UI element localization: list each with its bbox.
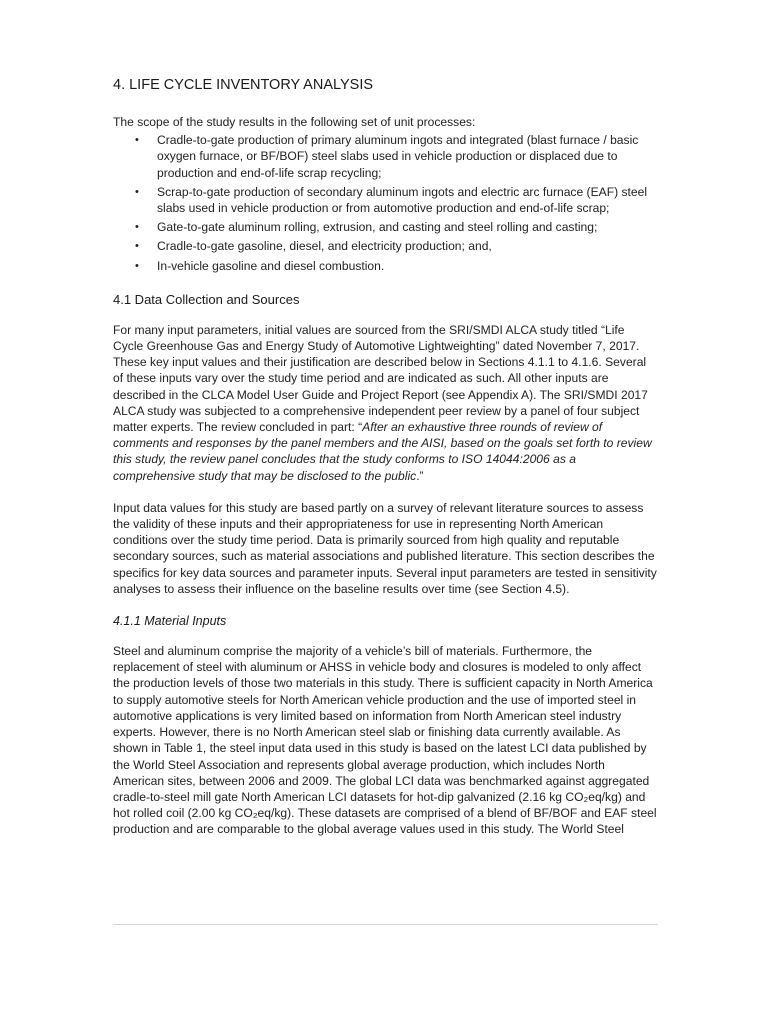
section-intro: The scope of the study results in the following set of unit processes: [113, 115, 476, 129]
bullet-marker: • [135, 221, 139, 234]
unit-process-list [113, 132, 658, 274]
review-quote: After an exhaustive three rounds of review of comments and responses by the panel members and the AISI, based on the goals set forth to review this study, the review panel concludes that the study conforms to ISO 14044:2006 as a comprehensive study that may be disclosed to the public [113, 420, 652, 483]
bullet-marker: • [135, 134, 139, 147]
bullet-marker: • [135, 259, 139, 272]
bullet-marker: • [135, 240, 139, 253]
subsubsection-title: 4.1.1 Material Inputs [113, 614, 227, 629]
list-item-text: In-vehicle gasoline and diesel combustion. [157, 258, 385, 273]
footer-divider [113, 924, 658, 925]
input-data-paragraph: Input data values for this study are based partly on a survey of relevant literature sources to assess the validity of these inputs and their appropriateness for use in representing North American conditions over the study time period. Data is primarily sourced from high quality and reputable secondary sources, such as material associations and published literature. This section describes the specifics for key data sources and parameter inputs. Several input parameters are tested in sensitivity analyses to assess their influence on the baseline results over time (see Section 4.5). [113, 500, 657, 596]
subsection-title: 4.1 Data Collection and Sources [113, 291, 300, 307]
paragraph-text: For many input parameters, initial values are sourced from the SRI/SMDI ALCA study titled “Life Cycle Greenhouse Gas and Energy Study of Automotive Lightweighting” dated November 7, 2017. These key input values and their justification are described below in Sections 4.1.1 to 4.1.6. Several of these inputs vary over the study time period and are indicated as such. All other inputs are described in the CLCA Model User Guide and Project Report (see Appendix A). The SRI/SMDI 2017 ALCA study was subjected to a comprehensive independent peer review by a panel of four subject matter experts. The review concluded in part: “ [113, 322, 648, 435]
list-item [113, 238, 658, 254]
page-content [113, 76, 658, 854]
list-item [113, 184, 658, 216]
quote-close: .” [416, 468, 424, 483]
list-item-text: Gate-to-gate aluminum rolling, extrusion, and casting and steel rolling and casting; [157, 220, 598, 235]
material-inputs-paragraph: Steel and aluminum comprise the majority of a vehicle’s bill of materials. Furthermore, the replacement of steel with aluminum or AHSS in vehicle body and closures is modeled to only affect the production levels of those two materials in this study. There is sufficient capacity in North America to supply automotive steels for North American vehicle production and the use of imported steel in automotive applications is very limited based on information from North American steel industry experts. However, there is no North American steel slab or finishing data currently available. As shown in Table 1, the steel input data used in this study is based on the latest LCI data published by the World Steel Association and represents global average production, which includes North American sites, between 2006 and 2009. The global LCI data was benchmarked against aggregated cradle-to-steel mill gate North American LCI datasets for hot-dip galvanized (2.16 kg CO₂eq/kg) and hot rolled coil (2.00 kg CO₂eq/kg). These datasets are comprised of a blend of BF/BOF and EAF steel production and are comparable to the global average values used in this study. The World Steel [113, 644, 657, 837]
list-item [113, 132, 658, 181]
list-item [113, 219, 658, 235]
bullet-marker: • [135, 185, 139, 198]
list-item-text: Scrap-to-gate production of secondary aluminum ingots and electric arc furnace (EAF) steel slabs used in vehicle production or from automotive production and end-of-life scrap; [157, 184, 648, 216]
data-sources-paragraph [113, 322, 658, 484]
list-item [113, 258, 658, 274]
list-item-text: Cradle-to-gate production of primary aluminum ingots and integrated (blast furnace / basic oxygen furnace, or BF/BOF) steel slabs used in vehicle production or displaced due to production and end-of-life scrap recycling; [157, 133, 639, 180]
list-item-text: Cradle-to-gate gasoline, diesel, and electricity production; and, [157, 239, 492, 254]
section-title: 4. LIFE CYCLE INVENTORY ANALYSIS [113, 77, 374, 93]
